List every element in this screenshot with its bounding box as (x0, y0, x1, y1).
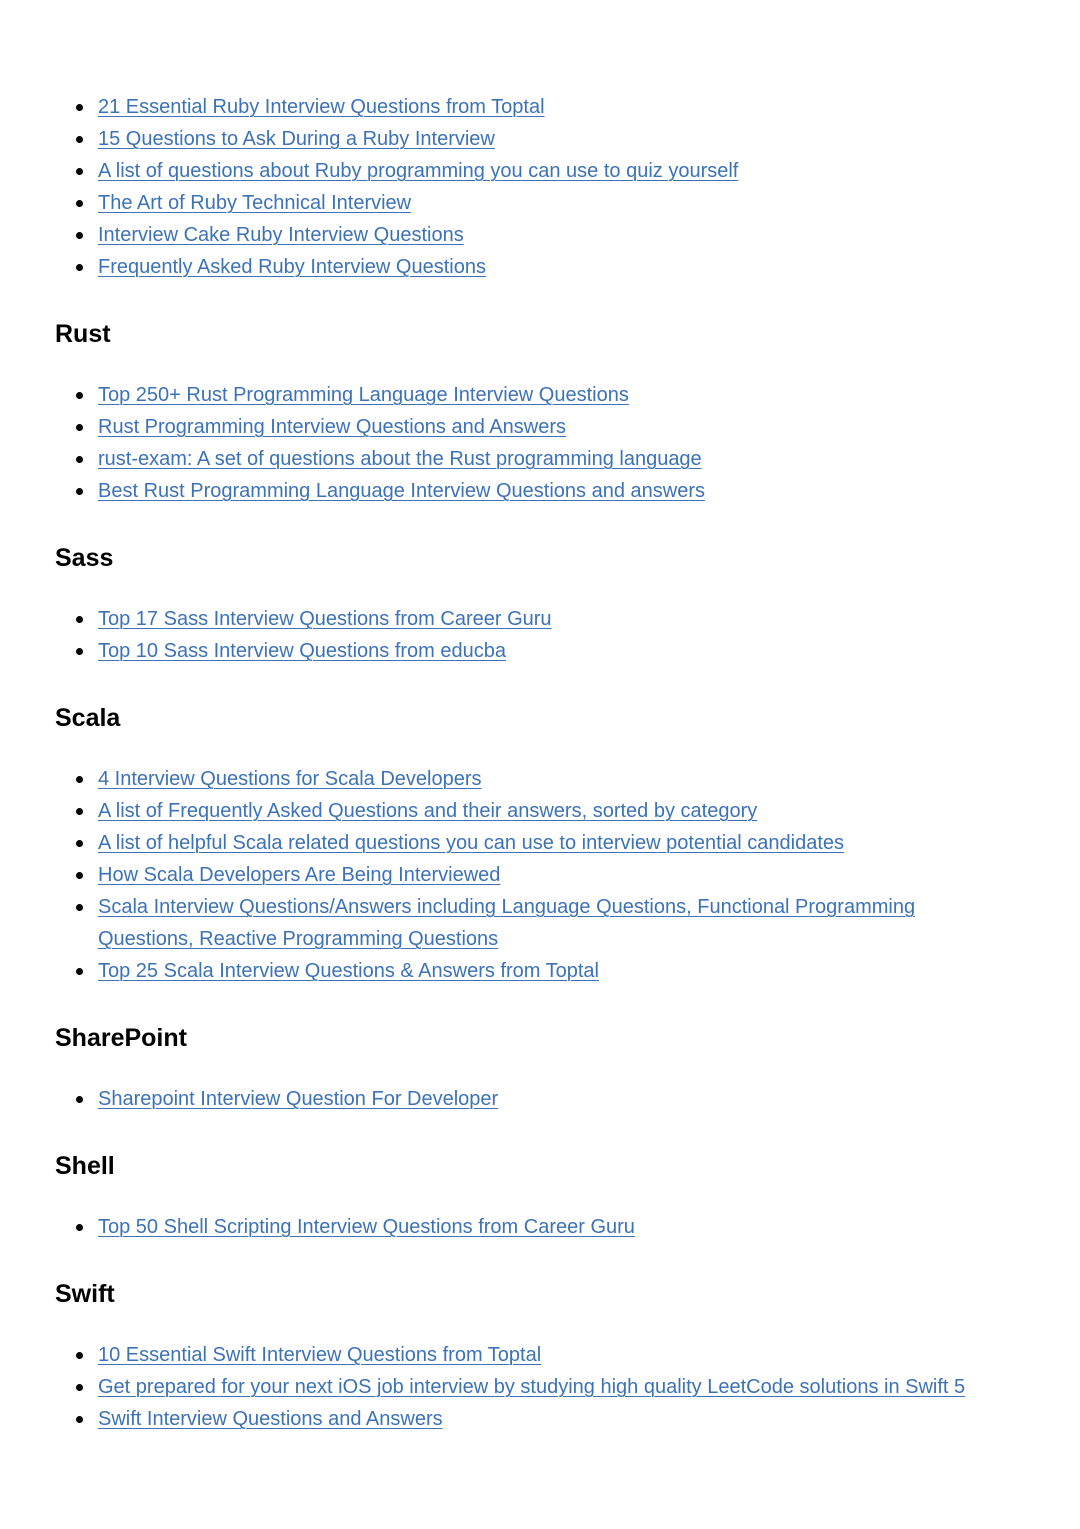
resource-link[interactable]: Sharepoint Interview Question For Developer (98, 1088, 499, 1110)
list-item (0, 411, 1080, 443)
link-list-ruby (0, 91, 1080, 283)
bullet-icon (76, 1352, 83, 1359)
resource-link[interactable]: Rust Programming Interview Questions and Answers (98, 416, 566, 438)
link-list-sass (0, 603, 1080, 667)
resource-link[interactable]: Top 50 Shell Scripting Interview Questions from Career Guru (98, 1216, 635, 1238)
section-heading-scala: Scala (55, 704, 121, 732)
list-item (0, 91, 1080, 123)
section-heading-swift: Swift (55, 1280, 115, 1308)
resource-link[interactable]: rust-exam: A set of questions about the Rust programming language (98, 448, 702, 470)
list-item (0, 443, 1080, 475)
list-item (0, 1083, 1080, 1115)
resource-link[interactable]: The Art of Ruby Technical Interview (98, 192, 412, 214)
resource-link[interactable]: 15 Questions to Ask During a Ruby Interview (98, 128, 495, 150)
link-list-swift (0, 1339, 1080, 1435)
link-list-scala (0, 763, 1080, 987)
list-item (0, 1371, 1080, 1403)
list-item (0, 187, 1080, 219)
bullet-icon (76, 904, 83, 911)
list-item (0, 219, 1080, 251)
resource-link[interactable]: Top 10 Sass Interview Questions from educba (98, 640, 506, 662)
list-item (0, 603, 1080, 635)
resource-link[interactable]: A list of Frequently Asked Questions and their answers, sorted by category (98, 800, 758, 822)
bullet-icon (76, 1416, 83, 1423)
resource-link[interactable]: 21 Essential Ruby Interview Questions from Toptal (98, 96, 545, 118)
bullet-icon (76, 456, 83, 463)
bullet-icon (76, 808, 83, 815)
resource-link[interactable]: 4 Interview Questions for Scala Developers (98, 768, 482, 790)
bullet-icon (76, 1384, 83, 1391)
list-item (0, 827, 1080, 859)
resource-link[interactable]: Swift Interview Questions and Answers (98, 1408, 443, 1430)
list-item (0, 1339, 1080, 1371)
resource-link[interactable]: Top 17 Sass Interview Questions from Career Guru (98, 608, 552, 630)
bullet-icon (76, 424, 83, 431)
list-item (0, 475, 1080, 507)
bullet-icon (76, 488, 83, 495)
bullet-icon (76, 840, 83, 847)
section-heading-sharepoint: SharePoint (55, 1024, 187, 1052)
bullet-icon (76, 1096, 83, 1103)
bullet-icon (76, 392, 83, 399)
list-item (0, 379, 1080, 411)
resource-link[interactable]: Top 25 Scala Interview Questions & Answers from Toptal (98, 960, 599, 982)
list-item (0, 251, 1080, 283)
link-list-rust (0, 379, 1080, 507)
list-item (0, 795, 1080, 827)
bullet-icon (76, 200, 83, 207)
list-item (0, 123, 1080, 155)
list-item (0, 635, 1080, 667)
bullet-icon (76, 968, 83, 975)
bullet-icon (76, 104, 83, 111)
list-item (0, 955, 1080, 987)
bullet-icon (76, 168, 83, 175)
bullet-icon (76, 776, 83, 783)
resource-link[interactable]: How Scala Developers Are Being Interviewed (98, 864, 501, 886)
link-list-shell (0, 1211, 1080, 1243)
bullet-icon (76, 232, 83, 239)
section-heading-sass: Sass (55, 544, 114, 572)
bullet-icon (76, 136, 83, 143)
bullet-icon (76, 264, 83, 271)
resource-link[interactable]: A list of helpful Scala related questions you can use to interview potential candidates (98, 832, 845, 854)
list-item (0, 1211, 1080, 1243)
bullet-icon (76, 1224, 83, 1231)
section-heading-shell: Shell (55, 1152, 115, 1180)
list-item (0, 1403, 1080, 1435)
resource-link[interactable]: Interview Cake Ruby Interview Questions (98, 224, 464, 246)
resource-link[interactable]: Scala Interview Questions/Answers including Language Questions, Functional Programming Questions, Reactive Programming Questions (98, 896, 916, 950)
link-list-sharepoint (0, 1083, 1080, 1115)
list-item (0, 859, 1080, 891)
list-item (0, 891, 1080, 955)
resource-link[interactable]: A list of questions about Ruby programming you can use to quiz yourself (98, 160, 739, 182)
resource-link[interactable]: Best Rust Programming Language Interview Questions and answers (98, 480, 705, 502)
resource-link[interactable]: Frequently Asked Ruby Interview Questions (98, 256, 486, 278)
list-item (0, 155, 1080, 187)
bullet-icon (76, 616, 83, 623)
section-heading-rust: Rust (55, 320, 111, 348)
bullet-icon (76, 648, 83, 655)
bullet-icon (76, 872, 83, 879)
document-page (0, 91, 1080, 1435)
resource-link[interactable]: 10 Essential Swift Interview Questions from Toptal (98, 1344, 542, 1366)
resource-link[interactable]: Get prepared for your next iOS job interview by studying high quality LeetCode solutions in Swift 5 (98, 1376, 966, 1398)
resource-link[interactable]: Top 250+ Rust Programming Language Interview Questions (98, 384, 629, 406)
list-item (0, 763, 1080, 795)
